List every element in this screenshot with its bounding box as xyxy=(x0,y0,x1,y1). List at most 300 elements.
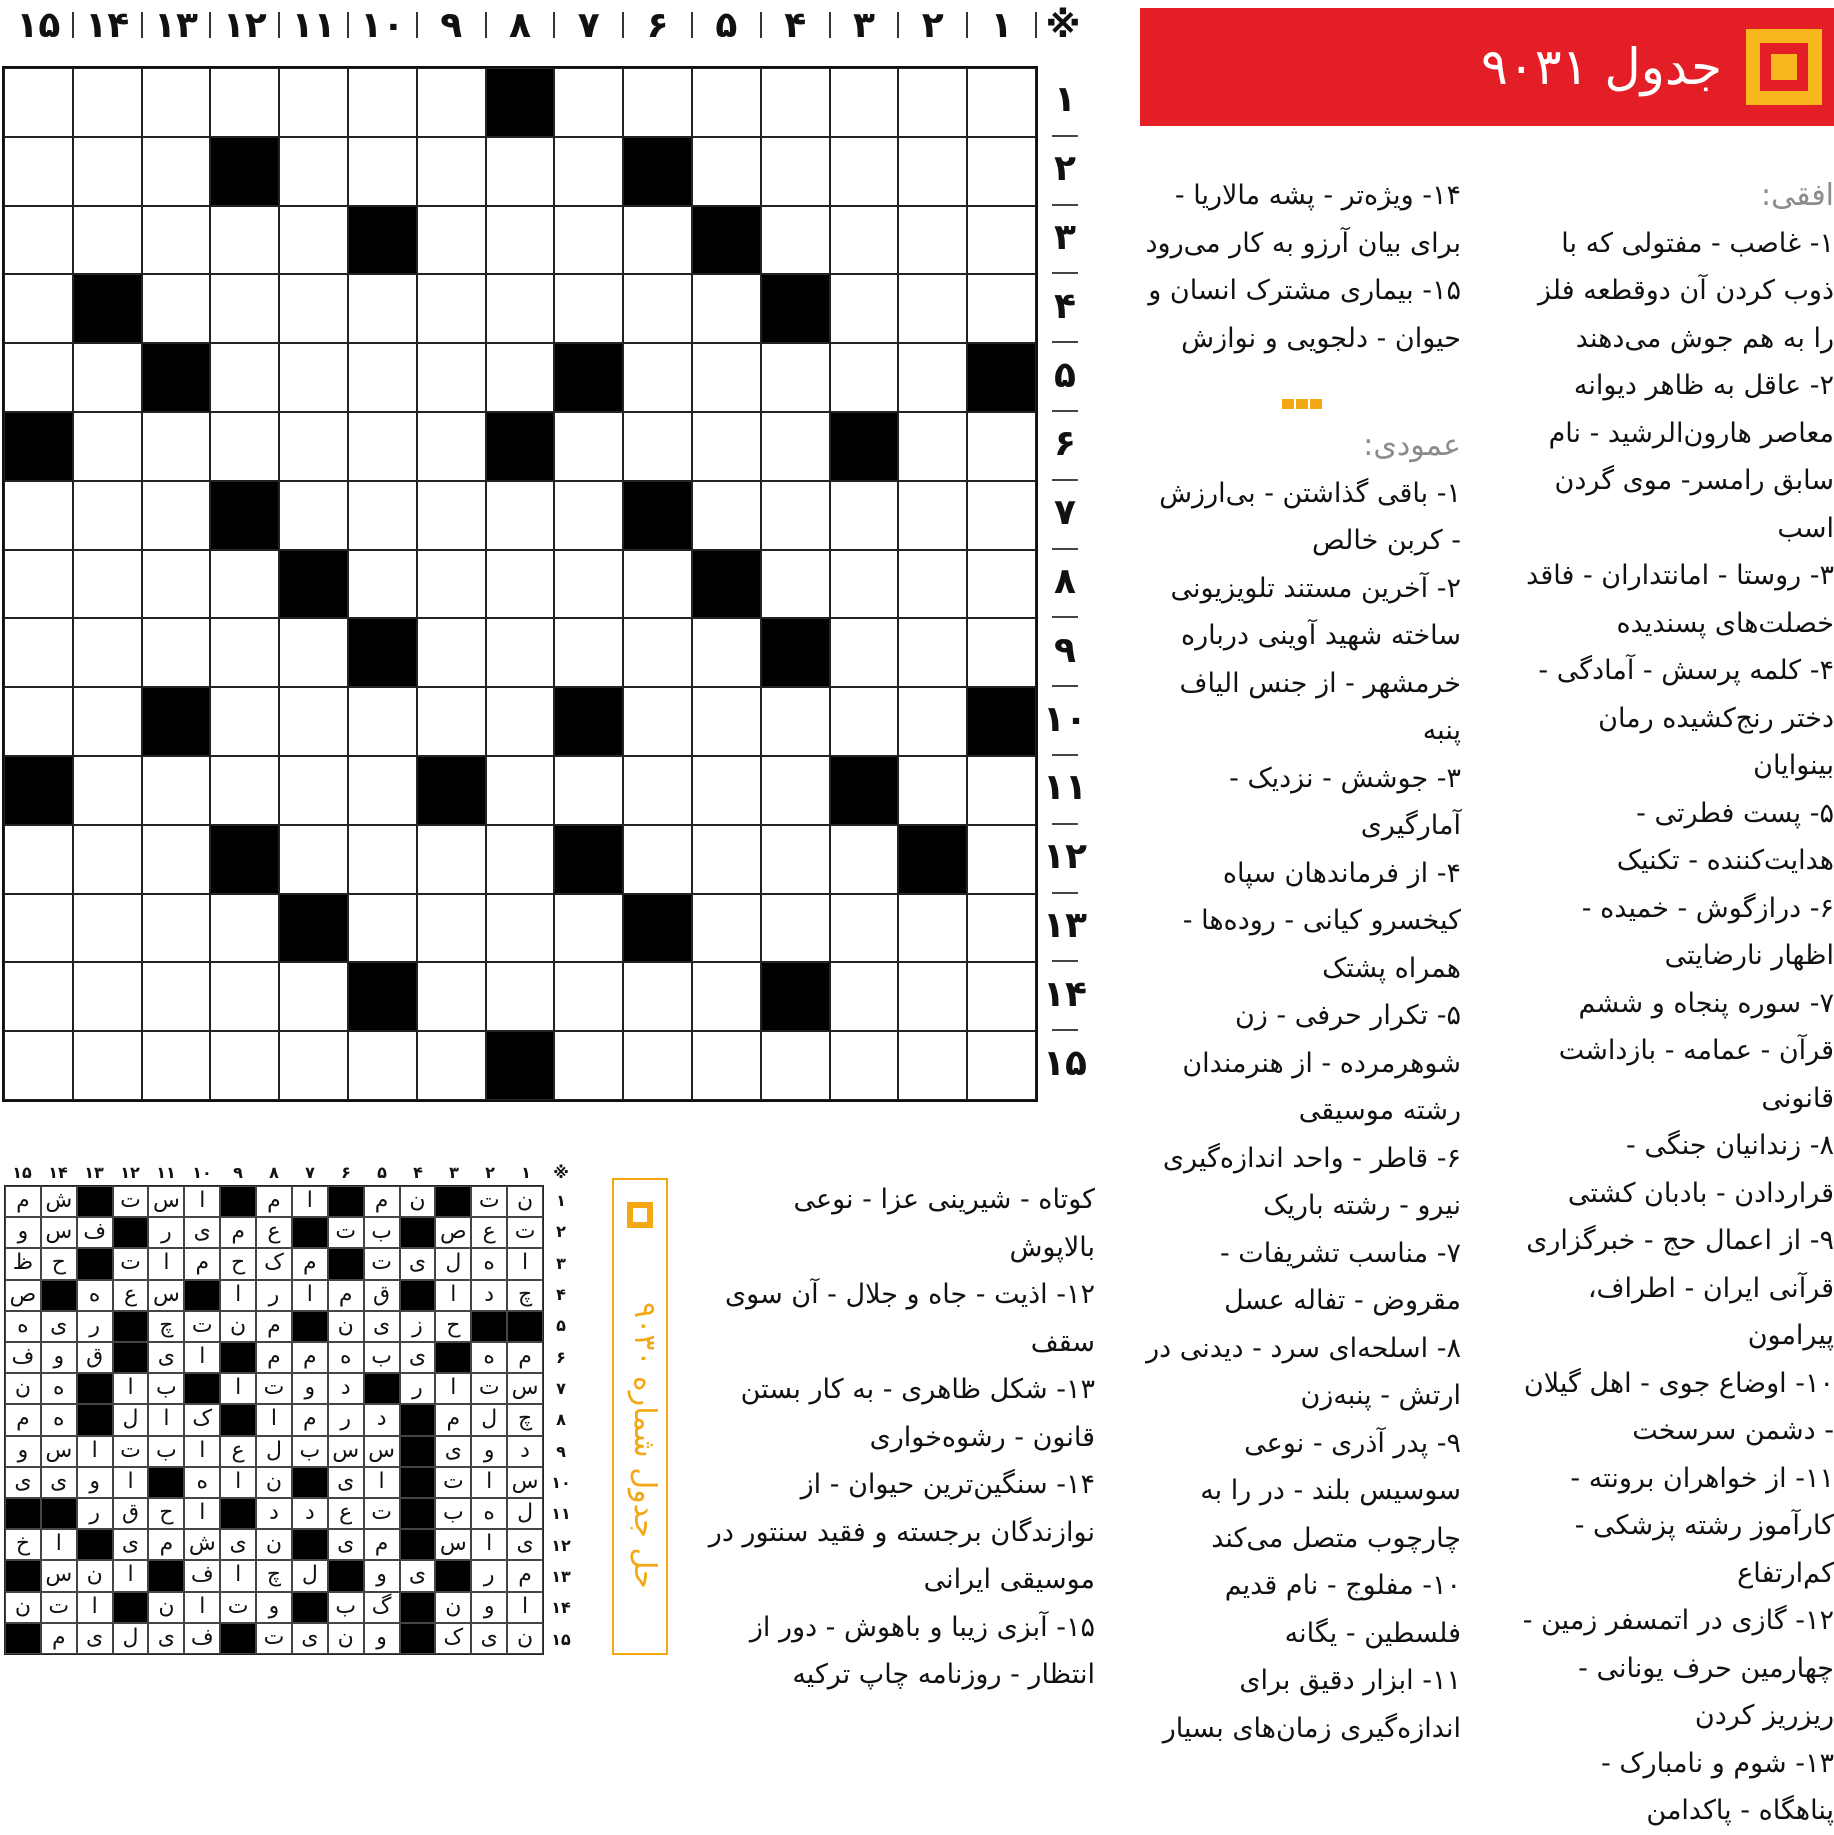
grid-cell[interactable] xyxy=(692,894,761,963)
solution-letter-cell: ق xyxy=(364,1280,400,1311)
solution-letter-cell: ن xyxy=(400,1186,436,1217)
solution-letter-cell: ت xyxy=(113,1248,149,1279)
grid-cell[interactable] xyxy=(142,481,211,550)
grid-cell[interactable] xyxy=(4,825,73,894)
grid-cell[interactable] xyxy=(417,137,486,206)
black-cell xyxy=(692,206,761,275)
solution-letter-cell: س xyxy=(435,1529,471,1560)
grid-cell[interactable] xyxy=(142,137,211,206)
grid-cell[interactable] xyxy=(142,206,211,275)
grid-cell[interactable] xyxy=(761,825,830,894)
solution-letter-cell: ی xyxy=(41,1311,77,1342)
solution-letter-cell: ا xyxy=(292,1280,328,1311)
row-separator xyxy=(1052,479,1078,481)
grid-cell[interactable] xyxy=(623,412,692,481)
grid-cell[interactable] xyxy=(554,68,623,137)
crossword-grid[interactable] xyxy=(2,66,1038,1102)
grid-cell[interactable] xyxy=(898,1031,967,1100)
solution-letter-cell: ا xyxy=(184,1186,220,1217)
grid-cell[interactable] xyxy=(830,825,899,894)
black-cell xyxy=(761,618,830,687)
grid-cell[interactable] xyxy=(623,206,692,275)
grid-cell[interactable] xyxy=(830,343,899,412)
column-number: ۱ xyxy=(990,5,1013,46)
grid-cell[interactable] xyxy=(486,206,555,275)
grid-cell[interactable] xyxy=(417,962,486,1031)
grid-cell[interactable] xyxy=(4,206,73,275)
solution-black-cell xyxy=(220,1186,256,1217)
grid-cell[interactable] xyxy=(761,550,830,619)
solution-row-number: ۱۱ xyxy=(551,1504,571,1524)
grid-cell[interactable] xyxy=(761,206,830,275)
grid-cell[interactable] xyxy=(830,550,899,619)
grid-cell[interactable] xyxy=(554,756,623,825)
grid-cell[interactable] xyxy=(73,206,142,275)
grid-cell[interactable] xyxy=(417,550,486,619)
grid-cell[interactable] xyxy=(73,825,142,894)
grid-cell[interactable] xyxy=(554,274,623,343)
grid-cell[interactable] xyxy=(830,481,899,550)
grid-cell[interactable] xyxy=(73,137,142,206)
column-separator xyxy=(141,12,143,38)
solution-letter-cell: ی xyxy=(471,1623,507,1654)
row-separator xyxy=(1052,135,1078,137)
grid-cell[interactable] xyxy=(761,894,830,963)
grid-cell[interactable] xyxy=(898,412,967,481)
solution-black-cell xyxy=(400,1592,436,1623)
grid-cell[interactable] xyxy=(623,618,692,687)
black-cell xyxy=(692,550,761,619)
grid-cell[interactable] xyxy=(210,962,279,1031)
grid-cell[interactable] xyxy=(623,687,692,756)
black-cell xyxy=(210,825,279,894)
row-separator xyxy=(1052,1029,1078,1031)
grid-cell[interactable] xyxy=(554,412,623,481)
grid-cell[interactable] xyxy=(692,687,761,756)
solution-letter-cell: و xyxy=(256,1592,292,1623)
solution-letter-cell: ن xyxy=(328,1623,364,1654)
solution-letter-cell: ی xyxy=(5,1467,41,1498)
grid-cell[interactable] xyxy=(898,274,967,343)
solution-column-number: ۷ xyxy=(305,1163,315,1182)
grid-cell[interactable] xyxy=(348,825,417,894)
solution-letter-cell: ک xyxy=(435,1623,471,1654)
grid-cell[interactable] xyxy=(142,412,211,481)
grid-cell[interactable] xyxy=(417,274,486,343)
clue-text: ۱۱- از خواهران برونته - کارآموز رشته پزشکی - کم‌ارتفاع xyxy=(1570,1462,1834,1589)
grid-cell[interactable] xyxy=(898,962,967,1031)
grid-cell[interactable] xyxy=(348,412,417,481)
grid-cell[interactable] xyxy=(898,206,967,275)
grid-cell[interactable] xyxy=(623,274,692,343)
solution-letter-cell: ل xyxy=(292,1560,328,1591)
grid-cell[interactable] xyxy=(692,412,761,481)
row-number: ۸ xyxy=(1054,561,1076,602)
grid-cell[interactable] xyxy=(279,68,348,137)
solution-letter-cell: ل xyxy=(471,1404,507,1435)
grid-cell[interactable] xyxy=(142,550,211,619)
grid-cell[interactable] xyxy=(486,894,555,963)
solution-letter-cell: ا xyxy=(184,1592,220,1623)
grid-cell[interactable] xyxy=(623,962,692,1031)
grid-cell[interactable] xyxy=(898,481,967,550)
grid-cell[interactable] xyxy=(967,825,1036,894)
column-separator xyxy=(485,12,487,38)
grid-cell[interactable] xyxy=(210,206,279,275)
grid-cell[interactable] xyxy=(554,137,623,206)
column-separator xyxy=(966,12,968,38)
grid-cell[interactable] xyxy=(279,481,348,550)
solution-letter-cell: ا xyxy=(507,1592,543,1623)
grid-cell[interactable] xyxy=(898,343,967,412)
grid-cell[interactable] xyxy=(967,481,1036,550)
grid-cell[interactable] xyxy=(210,412,279,481)
grid-cell[interactable] xyxy=(898,137,967,206)
solution-letter-cell: ب xyxy=(364,1342,400,1373)
clues-horizontal xyxy=(1522,172,1834,1826)
solution-letter-cell: ف xyxy=(77,1217,113,1248)
grid-cell[interactable] xyxy=(623,68,692,137)
solution-black-cell xyxy=(435,1560,471,1591)
solution-black-cell xyxy=(184,1373,220,1404)
row-number: ۱۲ xyxy=(1043,836,1087,878)
grid-cell[interactable] xyxy=(417,343,486,412)
grid-cell[interactable] xyxy=(4,618,73,687)
grid-cell[interactable] xyxy=(4,894,73,963)
solution-column-number: ۵ xyxy=(377,1163,387,1182)
solution-letter-cell: س xyxy=(507,1467,543,1498)
clues-vertical-continued xyxy=(700,1176,1095,1690)
solution-row-number: ۱۵ xyxy=(551,1629,571,1649)
grid-cell[interactable] xyxy=(417,412,486,481)
grid-cell[interactable] xyxy=(830,274,899,343)
grid-cell[interactable] xyxy=(142,894,211,963)
grid-cell[interactable] xyxy=(142,756,211,825)
solution-letter-cell: ی xyxy=(41,1467,77,1498)
solution-letter-cell: ع xyxy=(256,1217,292,1248)
grid-cell[interactable] xyxy=(348,274,417,343)
grid-cell[interactable] xyxy=(348,756,417,825)
grid-cell[interactable] xyxy=(692,68,761,137)
black-cell xyxy=(486,412,555,481)
grid-cell[interactable] xyxy=(73,618,142,687)
grid-cell[interactable] xyxy=(692,343,761,412)
black-cell xyxy=(898,825,967,894)
solution-black-cell xyxy=(328,1248,364,1279)
grid-cell[interactable] xyxy=(73,756,142,825)
grid-cell[interactable] xyxy=(417,481,486,550)
grid-cell[interactable] xyxy=(4,687,73,756)
grid-cell[interactable] xyxy=(279,962,348,1031)
clue-text: ۳- روستا - امانتداران - فاقد خصلت‌های پسندیده xyxy=(1526,560,1834,639)
solution-letter-cell: و xyxy=(292,1373,328,1404)
grid-cell[interactable] xyxy=(348,481,417,550)
grid-cell[interactable] xyxy=(417,618,486,687)
grid-cell[interactable] xyxy=(417,687,486,756)
grid-cell[interactable] xyxy=(967,274,1036,343)
grid-cell[interactable] xyxy=(4,550,73,619)
solution-corner-mark: ※ xyxy=(553,1163,569,1182)
grid-cell[interactable] xyxy=(210,618,279,687)
solution-black-cell xyxy=(328,1186,364,1217)
grid-cell[interactable] xyxy=(692,274,761,343)
grid-cell[interactable] xyxy=(830,687,899,756)
grid-cell[interactable] xyxy=(623,756,692,825)
grid-cell[interactable] xyxy=(623,825,692,894)
grid-cell[interactable] xyxy=(967,756,1036,825)
grid-cell[interactable] xyxy=(73,687,142,756)
grid-cell[interactable] xyxy=(142,1031,211,1100)
solution-row-number: ۲ xyxy=(556,1222,566,1242)
row-number: ۱ xyxy=(1054,79,1076,121)
grid-cell[interactable] xyxy=(279,687,348,756)
grid-cell[interactable] xyxy=(830,962,899,1031)
black-cell xyxy=(967,687,1036,756)
grid-cell[interactable] xyxy=(486,481,555,550)
column-number: ۱۲ xyxy=(222,5,267,46)
grid-cell[interactable] xyxy=(692,137,761,206)
solution-letter-cell: ا xyxy=(435,1280,471,1311)
row-separator xyxy=(1052,754,1078,756)
grid-cell[interactable] xyxy=(554,962,623,1031)
grid-cell[interactable] xyxy=(967,618,1036,687)
grid-cell[interactable] xyxy=(210,1031,279,1100)
solution-letter-cell: ل xyxy=(256,1436,292,1467)
grid-cell[interactable] xyxy=(417,825,486,894)
grid-cell[interactable] xyxy=(417,894,486,963)
grid-cell[interactable] xyxy=(898,894,967,963)
grid-cell[interactable] xyxy=(4,962,73,1031)
grid-cell[interactable] xyxy=(830,894,899,963)
grid-cell[interactable] xyxy=(967,206,1036,275)
clue-text: ۱- باقی گذاشتن - بی‌ارزش - کربن خالص xyxy=(1159,477,1461,556)
column-separator xyxy=(691,12,693,38)
row-number: ۴ xyxy=(1054,285,1076,327)
grid-cell[interactable] xyxy=(348,550,417,619)
grid-cell[interactable] xyxy=(761,1031,830,1100)
solution-black-cell xyxy=(148,1560,184,1591)
grid-cell[interactable] xyxy=(967,894,1036,963)
grid-cell[interactable] xyxy=(554,481,623,550)
solution-black-cell xyxy=(5,1623,41,1654)
black-cell xyxy=(279,550,348,619)
solution-letter-cell: ی xyxy=(220,1529,256,1560)
grid-cell[interactable] xyxy=(210,687,279,756)
grid-cell[interactable] xyxy=(4,137,73,206)
grid-cell[interactable] xyxy=(967,962,1036,1031)
solution-letter-cell: ا xyxy=(113,1560,149,1591)
grid-cell[interactable] xyxy=(73,962,142,1031)
grid-cell[interactable] xyxy=(761,687,830,756)
solution-letter-cell: ح xyxy=(435,1311,471,1342)
grid-cell[interactable] xyxy=(967,68,1036,137)
grid-cell[interactable] xyxy=(279,1031,348,1100)
grid-cell[interactable] xyxy=(692,481,761,550)
solution-column-number: ۱۰ xyxy=(192,1163,212,1182)
grid-cell[interactable] xyxy=(486,343,555,412)
solution-letter-cell: ن xyxy=(328,1311,364,1342)
grid-cell[interactable] xyxy=(73,481,142,550)
row-number: ۹ xyxy=(1054,629,1076,671)
grid-cell[interactable] xyxy=(348,137,417,206)
grid-cell[interactable] xyxy=(348,343,417,412)
grid-cell[interactable] xyxy=(279,274,348,343)
grid-cell[interactable] xyxy=(486,756,555,825)
solution-letter-cell: ت xyxy=(364,1248,400,1279)
grid-cell[interactable] xyxy=(692,1031,761,1100)
grid-cell[interactable] xyxy=(348,687,417,756)
grid-cell[interactable] xyxy=(967,137,1036,206)
grid-cell[interactable] xyxy=(142,825,211,894)
grid-cell[interactable] xyxy=(967,550,1036,619)
grid-cell[interactable] xyxy=(279,137,348,206)
grid-cell[interactable] xyxy=(73,412,142,481)
solution-letter-cell: ی xyxy=(148,1342,184,1373)
solution-title: حل جدول شماره ۹۰۳۰ xyxy=(627,1301,662,1589)
grid-cell[interactable] xyxy=(348,1031,417,1100)
grid-cell[interactable] xyxy=(623,343,692,412)
solution-black-cell xyxy=(292,1467,328,1498)
black-cell xyxy=(210,481,279,550)
vertical-clue-list-continued xyxy=(700,1176,1095,1699)
grid-cell[interactable] xyxy=(279,412,348,481)
grid-cell[interactable] xyxy=(417,206,486,275)
grid-cell[interactable] xyxy=(967,412,1036,481)
solution-column-number: ۱۲ xyxy=(120,1163,140,1182)
grid-cell[interactable] xyxy=(830,68,899,137)
grid-cell[interactable] xyxy=(73,894,142,963)
grid-cell[interactable] xyxy=(486,825,555,894)
grid-cell[interactable] xyxy=(210,894,279,963)
grid-cell[interactable] xyxy=(898,618,967,687)
solution-letter-cell: ع xyxy=(113,1280,149,1311)
grid-cell[interactable] xyxy=(417,1031,486,1100)
solution-black-cell xyxy=(400,1217,436,1248)
grid-cell[interactable] xyxy=(210,343,279,412)
grid-cell[interactable] xyxy=(692,825,761,894)
grid-cell[interactable] xyxy=(761,137,830,206)
grid-cell[interactable] xyxy=(279,618,348,687)
grid-cell[interactable] xyxy=(210,274,279,343)
black-cell xyxy=(4,756,73,825)
grid-cell[interactable] xyxy=(898,550,967,619)
grid-cell[interactable] xyxy=(4,481,73,550)
solution-letter-cell: ت xyxy=(328,1217,364,1248)
grid-cell[interactable] xyxy=(554,618,623,687)
grid-cell[interactable] xyxy=(417,68,486,137)
grid-cell[interactable] xyxy=(4,274,73,343)
grid-cell[interactable] xyxy=(761,481,830,550)
grid-cell[interactable] xyxy=(486,274,555,343)
black-cell xyxy=(210,137,279,206)
grid-cell[interactable] xyxy=(486,962,555,1031)
grid-cell[interactable] xyxy=(348,68,417,137)
grid-cell[interactable] xyxy=(4,343,73,412)
grid-cell[interactable] xyxy=(761,343,830,412)
grid-cell[interactable] xyxy=(486,618,555,687)
grid-cell[interactable] xyxy=(4,1031,73,1100)
solution-black-cell xyxy=(292,1592,328,1623)
clue-text: ۱۳- شوم و نامبارک - پناهگاه - پاکدامن xyxy=(1601,1747,1834,1826)
grid-cell[interactable] xyxy=(279,343,348,412)
grid-cell[interactable] xyxy=(348,894,417,963)
clue-text: ۱۲- اذیت - جاه و جلال - آن سوی سقف xyxy=(724,1279,1095,1358)
grid-cell[interactable] xyxy=(279,825,348,894)
grid-cell[interactable] xyxy=(554,894,623,963)
grid-cell[interactable] xyxy=(623,550,692,619)
solution-letter-cell: ر xyxy=(77,1498,113,1529)
grid-cell[interactable] xyxy=(692,756,761,825)
grid-cell[interactable] xyxy=(4,68,73,137)
solution-row-number: ۴ xyxy=(556,1285,566,1304)
grid-cell[interactable] xyxy=(73,343,142,412)
grid-cell[interactable] xyxy=(898,68,967,137)
grid-cell[interactable] xyxy=(210,756,279,825)
grid-cell[interactable] xyxy=(142,274,211,343)
grid-cell[interactable] xyxy=(830,1031,899,1100)
solution-letter-cell: ل xyxy=(507,1498,543,1529)
grid-cell[interactable] xyxy=(830,206,899,275)
grid-cell[interactable] xyxy=(142,68,211,137)
grid-cell[interactable] xyxy=(142,962,211,1031)
grid-cell[interactable] xyxy=(210,68,279,137)
solution-letter-cell: ا xyxy=(184,1498,220,1529)
grid-cell[interactable] xyxy=(279,756,348,825)
grid-cell[interactable] xyxy=(830,618,899,687)
solution-letter-cell: ل xyxy=(113,1404,149,1435)
column-separator xyxy=(829,12,831,38)
clue-text: ۹- از اعمال حج - خبرگزاری قرآنی ایران - اطراف، پیرامون xyxy=(1526,1225,1834,1351)
grid-cell[interactable] xyxy=(761,68,830,137)
grid-cell[interactable] xyxy=(486,137,555,206)
row-separator xyxy=(1052,823,1078,825)
grid-cell[interactable] xyxy=(554,206,623,275)
grid-cell[interactable] xyxy=(279,206,348,275)
solution-black-cell xyxy=(328,1560,364,1591)
grid-cell[interactable] xyxy=(73,550,142,619)
grid-cell[interactable] xyxy=(830,137,899,206)
row-number: ۱۴ xyxy=(1043,973,1087,1015)
solution-letter-cell: د xyxy=(328,1373,364,1404)
clue-text: ۱۱- ابزار دقیق برای اندازه‌گیری زمان‌های بسیار xyxy=(1162,1665,1461,1744)
grid-cell[interactable] xyxy=(210,550,279,619)
grid-cell[interactable] xyxy=(73,68,142,137)
grid-cell[interactable] xyxy=(761,412,830,481)
solution-letter-cell: م xyxy=(256,1311,292,1342)
grid-cell[interactable] xyxy=(554,1031,623,1100)
solution-letter-cell: د xyxy=(471,1280,507,1311)
clue-text: ۵- پست فطرتی - هدایت‌کننده - تکنیک xyxy=(1616,797,1834,876)
column-number: ۴ xyxy=(784,5,807,46)
grid-cell[interactable] xyxy=(486,687,555,756)
solution-letter-cell: د xyxy=(292,1498,328,1529)
grid-cell[interactable] xyxy=(761,756,830,825)
clue-text: کوتاه - شیرینی عزا - نوعی بالاپوش xyxy=(793,1184,1095,1263)
grid-cell[interactable] xyxy=(898,687,967,756)
grid-cell[interactable] xyxy=(692,962,761,1031)
grid-cell[interactable] xyxy=(73,1031,142,1100)
grid-cell[interactable] xyxy=(554,550,623,619)
grid-cell[interactable] xyxy=(486,550,555,619)
grid-cell[interactable] xyxy=(692,618,761,687)
grid-cell[interactable] xyxy=(623,1031,692,1100)
grid-cell[interactable] xyxy=(142,618,211,687)
grid-cell[interactable] xyxy=(898,756,967,825)
clue-text: ۲- عاقل به ظاهر دیوانه معاصر هارون‌الرشید - نام سابق رامسر- موی گردن اسب xyxy=(1548,370,1834,544)
solution-letter-cell: ی xyxy=(328,1467,364,1498)
solution-letter-cell: ا xyxy=(471,1529,507,1560)
grid-cell[interactable] xyxy=(967,1031,1036,1100)
